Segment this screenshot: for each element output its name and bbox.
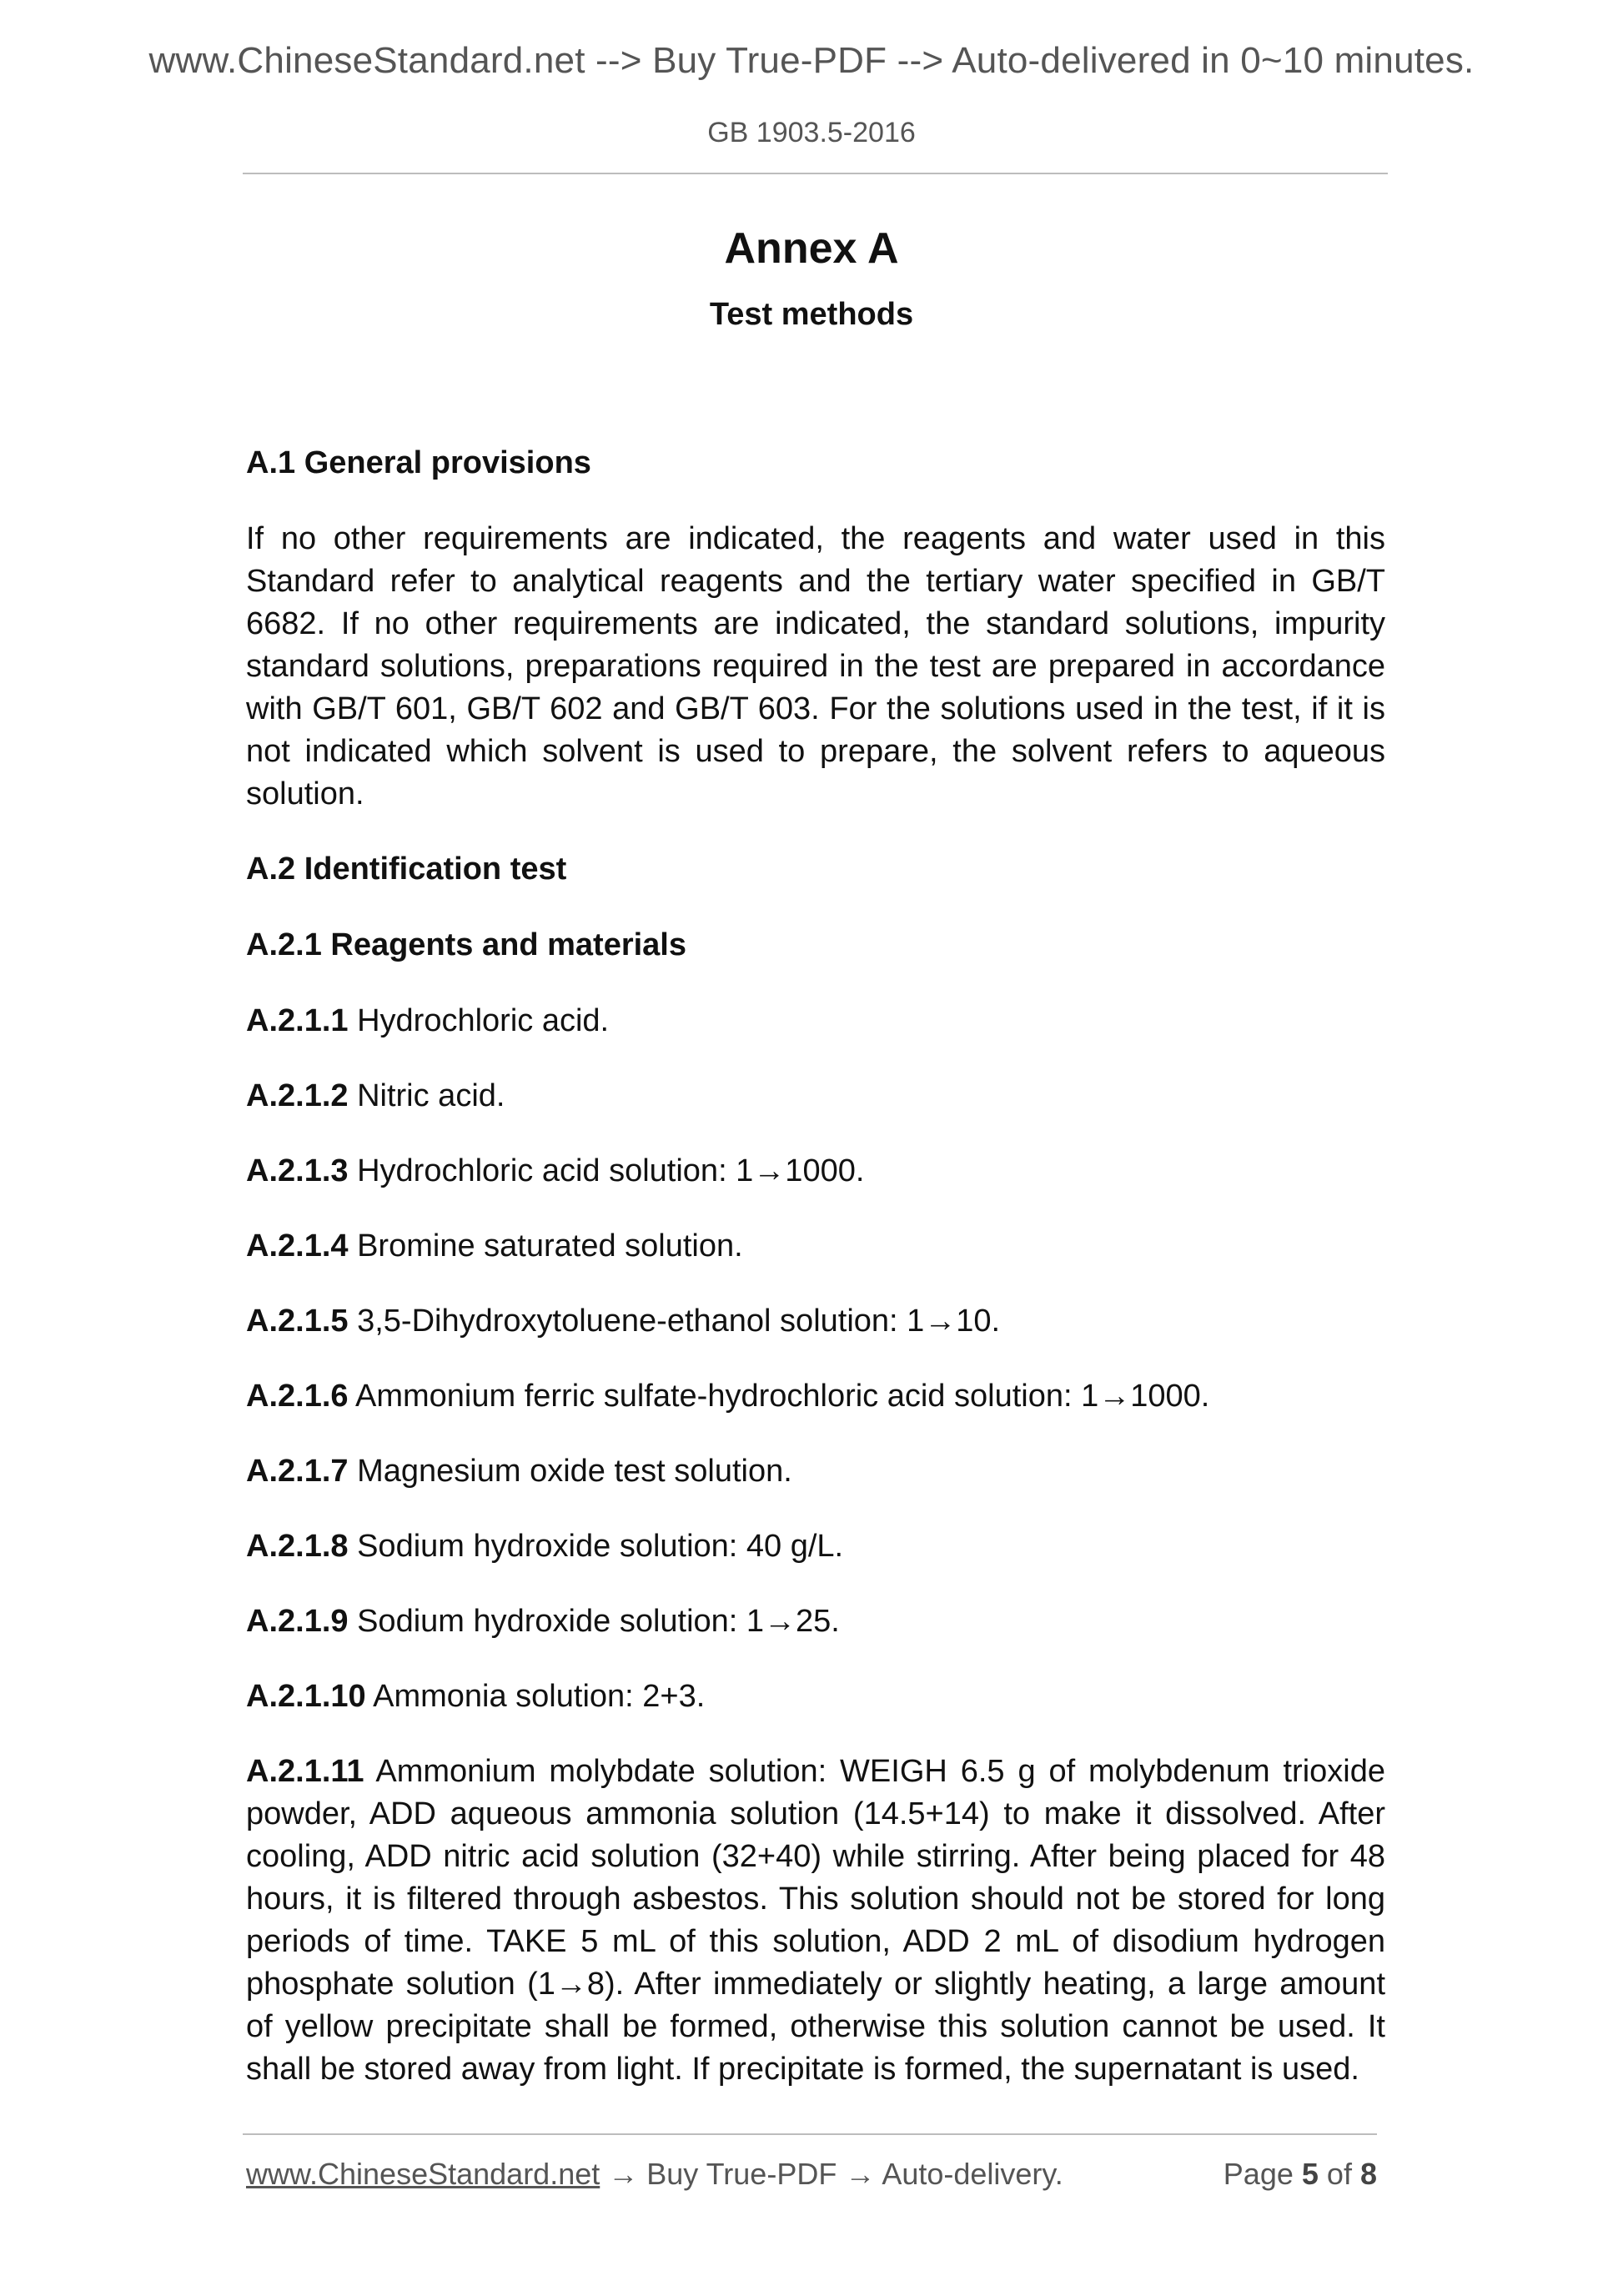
list-item: [246, 1000, 1385, 1042]
item-text: Bromine saturated solution.: [348, 1228, 743, 1264]
list-item: [246, 1150, 1385, 1193]
of-label: of: [1326, 2157, 1352, 2191]
list-item: [246, 1450, 1385, 1493]
list-item: [246, 1375, 1385, 1418]
item-text: Hydrochloric acid solution: 1→1000.: [348, 1153, 865, 1188]
page-number: 5: [1301, 2157, 1319, 2191]
item-text: Ammonia solution: 2+3.: [365, 1679, 706, 1714]
annex-title: Annex A: [724, 224, 899, 273]
item-text: Sodium hydroxide solution: 1→25.: [348, 1604, 840, 1639]
item-text: Ammonium molybdate solution: WEIGH 6.5 g of molybdenum trioxide powder, ADD aqueous ammonia solution (14.5+14) to make it dissolved. After cooling, ADD nitric acid solution (32+40) while stirring. After being placed for 48 hours, it is filtered through asbestos. This solution should not be stored for long periods of time. TAKE 5 mL of this solution, ADD 2 mL of disodium hydrogen phosphate solution (1→8). After immediately or slightly heating, a large amount of yellow precipitate shall be formed, otherwise this solution cannot be used. It shall be stored away from light. If precipitate is formed, the supernatant is used.: [246, 1754, 1385, 2087]
item-number: A.2.1.5: [246, 1304, 349, 1339]
list-item: [246, 1300, 1385, 1343]
list-item: [246, 1600, 1385, 1643]
item-text: 3,5-Dihydroxytoluene-ethanol solution: 1→10.: [348, 1304, 1001, 1339]
section-a1-text: If no other requirements are indicated, the reagents and water used in this Standard refer to analytical reagents and the tertiary water specified in GB/T 6682. If no other requirements are indicated, the standard solutions, impurity standard solutions, preparations required in the test are prepared in accordance with GB/T 601, GB/T 602 and GB/T 603. For the solutions used in the test, if it is not indicated which solvent is used to prepare, the solvent refers to aqueous solution.: [246, 521, 1385, 811]
item-number: A.2.1.8: [246, 1529, 349, 1564]
item-number: A.2.1.10: [246, 1679, 366, 1714]
header-banner: www.ChineseStandard.net --> Buy True-PDF --> Auto-delivered in 0~10 minutes.: [148, 40, 1475, 81]
list-item: [246, 1751, 1385, 2091]
item-number: A.2.1.3: [246, 1153, 349, 1188]
section-a1-heading: A.1 General provisions: [246, 445, 591, 480]
item-text: Ammonium ferric sulfate-hydrochloric acid solution: 1→1000.: [348, 1379, 1210, 1414]
list-item: [246, 1676, 1385, 1718]
page-total: 8: [1359, 2157, 1377, 2191]
footer-divider: [243, 2133, 1377, 2135]
item-text: Nitric acid.: [348, 1078, 505, 1113]
item-text: Magnesium oxide test solution.: [348, 1454, 792, 1489]
annex-subtitle: Test methods: [709, 297, 914, 332]
header-divider: [243, 173, 1388, 174]
item-number: A.2.1.6: [246, 1379, 349, 1414]
item-number: A.2.1.4: [246, 1228, 349, 1264]
item-number: A.2.1.7: [246, 1454, 349, 1489]
section-a21-heading: A.2.1 Reagents and materials: [246, 927, 686, 962]
page-footer: [246, 2157, 1377, 2192]
footer-left: [246, 2157, 1063, 2192]
item-text: Sodium hydroxide solution: 40 g/L.: [348, 1529, 844, 1564]
section-a2-heading: A.2 Identification test: [246, 852, 567, 887]
page-indicator: [1224, 2157, 1377, 2192]
item-number: A.2.1.2: [246, 1078, 349, 1113]
footer-text: → Buy True-PDF → Auto-delivery.: [600, 2157, 1063, 2191]
page-label: Page: [1223, 2157, 1294, 2191]
item-text: Hydrochloric acid.: [348, 1003, 610, 1038]
list-item: [246, 1225, 1385, 1268]
page-body: [246, 442, 1385, 2123]
list-item: [246, 1525, 1385, 1568]
list-item: [246, 1075, 1385, 1118]
item-number: A.2.1.9: [246, 1604, 349, 1639]
item-number: A.2.1.1: [246, 1003, 349, 1038]
item-number: A.2.1.11: [246, 1754, 364, 1789]
document-number: GB 1903.5-2016: [707, 117, 916, 148]
footer-link[interactable]: www.ChineseStandard.net: [246, 2157, 600, 2191]
